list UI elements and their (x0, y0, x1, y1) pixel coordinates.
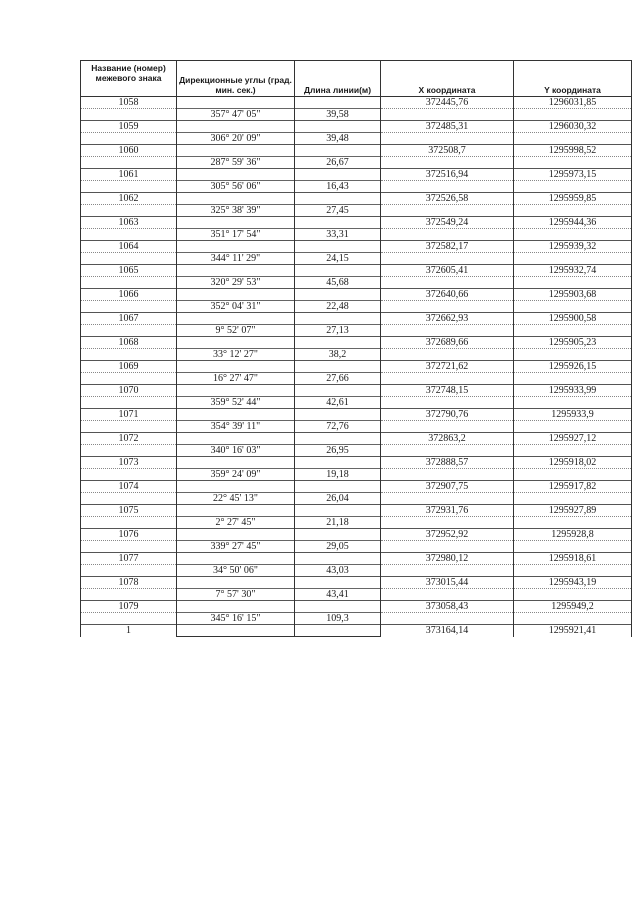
direction-angle-cell: 2° 27' 45" (177, 517, 295, 529)
empty-cell (514, 517, 632, 529)
empty-cell (81, 517, 177, 529)
direction-angle-cell: 33° 12' 27" (177, 349, 295, 361)
empty-cell (81, 205, 177, 217)
x-coordinate-cell: 373015,44 (381, 577, 514, 589)
empty-cell (177, 505, 295, 517)
empty-cell (514, 157, 632, 169)
direction-angle-cell: 359° 52' 44" (177, 397, 295, 409)
direction-angle-cell: 325° 38' 39" (177, 205, 295, 217)
segment-row (81, 109, 632, 121)
y-coordinate-cell: 1295905,23 (514, 337, 632, 349)
empty-cell (81, 349, 177, 361)
line-length-cell: 72,76 (295, 421, 381, 433)
direction-angle-cell: 306° 20' 09" (177, 133, 295, 145)
x-coordinate-cell: 373164,14 (381, 625, 514, 637)
point-row (81, 409, 632, 421)
y-coordinate-cell: 1296031,85 (514, 97, 632, 109)
empty-cell (81, 493, 177, 505)
direction-angle-cell: 344° 11' 29" (177, 253, 295, 265)
empty-cell (177, 193, 295, 205)
empty-cell (177, 97, 295, 109)
line-length-cell: 26,95 (295, 445, 381, 457)
empty-cell (295, 385, 381, 397)
direction-angle-cell: 287° 59' 36" (177, 157, 295, 169)
y-coordinate-cell: 1295998,52 (514, 145, 632, 157)
empty-cell (295, 529, 381, 541)
empty-cell (381, 349, 514, 361)
empty-cell (81, 565, 177, 577)
y-coordinate-cell: 1295944,36 (514, 217, 632, 229)
x-coordinate-cell: 372549,24 (381, 217, 514, 229)
empty-cell (177, 145, 295, 157)
empty-cell (81, 373, 177, 385)
mark-name-cell: 1065 (81, 265, 177, 277)
point-row (81, 385, 632, 397)
mark-name-cell: 1079 (81, 601, 177, 613)
segment-row (81, 229, 632, 241)
direction-angle-cell: 34° 50' 06" (177, 565, 295, 577)
point-row (81, 457, 632, 469)
empty-cell (381, 517, 514, 529)
header-mark-name: Название (номер) межевого знака (81, 61, 177, 97)
x-coordinate-cell: 372748,15 (381, 385, 514, 397)
mark-name-cell: 1072 (81, 433, 177, 445)
empty-cell (177, 433, 295, 445)
mark-name-cell: 1068 (81, 337, 177, 349)
empty-cell (295, 625, 381, 637)
empty-cell (514, 349, 632, 361)
empty-cell (295, 313, 381, 325)
mark-name-cell: 1060 (81, 145, 177, 157)
empty-cell (514, 421, 632, 433)
empty-cell (177, 601, 295, 613)
line-length-cell: 26,04 (295, 493, 381, 505)
direction-angle-cell: 352° 04' 31" (177, 301, 295, 313)
point-row (81, 289, 632, 301)
empty-cell (514, 277, 632, 289)
empty-cell (295, 193, 381, 205)
direction-angle-cell: 359° 24' 09" (177, 469, 295, 481)
direction-angle-cell: 320° 29' 53" (177, 277, 295, 289)
point-row (81, 481, 632, 493)
segment-row (81, 397, 632, 409)
empty-cell (81, 229, 177, 241)
point-row (81, 553, 632, 565)
header-direction-angle: Дирекционные углы (град. мин. сек.) (177, 61, 295, 97)
direction-angle-cell: 7° 57' 30" (177, 589, 295, 601)
empty-cell (514, 181, 632, 193)
direction-angle-cell: 339° 27' 45" (177, 541, 295, 553)
empty-cell (81, 397, 177, 409)
x-coordinate-cell: 372790,76 (381, 409, 514, 421)
point-row (81, 121, 632, 133)
empty-cell (295, 145, 381, 157)
empty-cell (381, 277, 514, 289)
point-row (81, 529, 632, 541)
line-length-cell: 21,18 (295, 517, 381, 529)
y-coordinate-cell: 1295918,02 (514, 457, 632, 469)
empty-cell (295, 481, 381, 493)
empty-cell (514, 565, 632, 577)
segment-row (81, 373, 632, 385)
empty-cell (177, 385, 295, 397)
line-length-cell: 16,43 (295, 181, 381, 193)
empty-cell (177, 289, 295, 301)
line-length-cell: 109,3 (295, 613, 381, 625)
x-coordinate-cell: 372863,2 (381, 433, 514, 445)
direction-angle-cell: 354° 39' 11" (177, 421, 295, 433)
empty-cell (381, 445, 514, 457)
empty-cell (295, 457, 381, 469)
mark-name-cell: 1062 (81, 193, 177, 205)
header-line-length: Длина линии(м) (295, 61, 381, 97)
point-row (81, 577, 632, 589)
empty-cell (514, 205, 632, 217)
x-coordinate-cell: 372605,41 (381, 265, 514, 277)
point-row (81, 97, 632, 109)
point-row (81, 265, 632, 277)
direction-angle-cell: 16° 27' 47" (177, 373, 295, 385)
mark-name-cell: 1073 (81, 457, 177, 469)
y-coordinate-cell: 1295943,19 (514, 577, 632, 589)
empty-cell (514, 253, 632, 265)
y-coordinate-cell: 1295918,61 (514, 553, 632, 565)
empty-cell (514, 397, 632, 409)
line-length-cell: 22,48 (295, 301, 381, 313)
mark-name-cell: 1070 (81, 385, 177, 397)
point-row (81, 337, 632, 349)
mark-name-cell: 1069 (81, 361, 177, 373)
y-coordinate-cell: 1295928,8 (514, 529, 632, 541)
empty-cell (295, 169, 381, 181)
y-coordinate-cell: 1295939,32 (514, 241, 632, 253)
mark-name-cell: 1074 (81, 481, 177, 493)
mark-name-cell: 1067 (81, 313, 177, 325)
point-row (81, 313, 632, 325)
empty-cell (295, 97, 381, 109)
empty-cell (177, 217, 295, 229)
y-coordinate-cell: 1295959,85 (514, 193, 632, 205)
empty-cell (381, 565, 514, 577)
x-coordinate-cell: 372508,7 (381, 145, 514, 157)
empty-cell (514, 301, 632, 313)
segment-row (81, 133, 632, 145)
empty-cell (295, 409, 381, 421)
point-row (81, 193, 632, 205)
empty-cell (295, 601, 381, 613)
line-length-cell: 43,41 (295, 589, 381, 601)
empty-cell (381, 469, 514, 481)
empty-cell (514, 493, 632, 505)
line-length-cell: 19,18 (295, 469, 381, 481)
empty-cell (514, 229, 632, 241)
segment-row (81, 541, 632, 553)
point-row (81, 217, 632, 229)
segment-row (81, 301, 632, 313)
mark-name-cell: 1063 (81, 217, 177, 229)
empty-cell (381, 589, 514, 601)
line-length-cell: 29,05 (295, 541, 381, 553)
direction-angle-cell: 22° 45' 13" (177, 493, 295, 505)
x-coordinate-cell: 372485,31 (381, 121, 514, 133)
mark-name-cell: 1066 (81, 289, 177, 301)
x-coordinate-cell: 373058,43 (381, 601, 514, 613)
empty-cell (81, 109, 177, 121)
empty-cell (81, 301, 177, 313)
empty-cell (177, 553, 295, 565)
segment-row (81, 205, 632, 217)
empty-cell (177, 337, 295, 349)
line-length-cell: 43,03 (295, 565, 381, 577)
line-length-cell: 24,15 (295, 253, 381, 265)
empty-cell (81, 541, 177, 553)
y-coordinate-cell: 1295921,41 (514, 625, 632, 637)
empty-cell (81, 157, 177, 169)
line-length-cell: 26,67 (295, 157, 381, 169)
header-y-coordinate: Y координата (514, 61, 632, 97)
x-coordinate-cell: 372516,94 (381, 169, 514, 181)
mark-name-cell: 1076 (81, 529, 177, 541)
segment-row (81, 493, 632, 505)
header-x-coordinate: X координата (381, 61, 514, 97)
x-coordinate-cell: 372526,58 (381, 193, 514, 205)
mark-name-cell: 1075 (81, 505, 177, 517)
line-length-cell: 33,31 (295, 229, 381, 241)
segment-row (81, 469, 632, 481)
y-coordinate-cell: 1295926,15 (514, 361, 632, 373)
empty-cell (514, 373, 632, 385)
empty-cell (514, 469, 632, 481)
empty-cell (514, 445, 632, 457)
empty-cell (81, 445, 177, 457)
y-coordinate-cell: 1295917,82 (514, 481, 632, 493)
mark-name-cell: 1064 (81, 241, 177, 253)
empty-cell (381, 181, 514, 193)
segment-row (81, 181, 632, 193)
line-length-cell: 27,66 (295, 373, 381, 385)
empty-cell (381, 301, 514, 313)
direction-angle-cell: 9° 52' 07" (177, 325, 295, 337)
empty-cell (295, 337, 381, 349)
empty-cell (295, 121, 381, 133)
empty-cell (177, 481, 295, 493)
line-length-cell: 38,2 (295, 349, 381, 361)
empty-cell (514, 133, 632, 145)
y-coordinate-cell: 1295927,12 (514, 433, 632, 445)
segment-row (81, 613, 632, 625)
x-coordinate-cell: 372445,76 (381, 97, 514, 109)
empty-cell (81, 589, 177, 601)
x-coordinate-cell: 372888,57 (381, 457, 514, 469)
direction-angle-cell: 305° 56' 06" (177, 181, 295, 193)
segment-row (81, 349, 632, 361)
direction-angle-cell: 357° 47' 05" (177, 109, 295, 121)
empty-cell (81, 469, 177, 481)
y-coordinate-cell: 1295900,58 (514, 313, 632, 325)
empty-cell (295, 577, 381, 589)
y-coordinate-cell: 1295933,99 (514, 385, 632, 397)
empty-cell (381, 397, 514, 409)
segment-row (81, 565, 632, 577)
x-coordinate-cell: 372907,75 (381, 481, 514, 493)
mark-name-cell: 1059 (81, 121, 177, 133)
line-length-cell: 27,13 (295, 325, 381, 337)
point-row (81, 505, 632, 517)
empty-cell (177, 529, 295, 541)
empty-cell (177, 457, 295, 469)
line-length-cell: 42,61 (295, 397, 381, 409)
segment-row (81, 157, 632, 169)
empty-cell (381, 109, 514, 121)
empty-cell (295, 361, 381, 373)
segment-row (81, 421, 632, 433)
direction-angle-cell: 345° 16' 15" (177, 613, 295, 625)
empty-cell (81, 181, 177, 193)
segment-row (81, 277, 632, 289)
empty-cell (295, 265, 381, 277)
empty-cell (81, 253, 177, 265)
line-length-cell: 39,58 (295, 109, 381, 121)
empty-cell (381, 325, 514, 337)
y-coordinate-cell: 1295932,74 (514, 265, 632, 277)
empty-cell (381, 373, 514, 385)
empty-cell (295, 217, 381, 229)
x-coordinate-cell: 372931,76 (381, 505, 514, 517)
empty-cell (177, 265, 295, 277)
point-row (81, 625, 632, 637)
mark-name-cell: 1058 (81, 97, 177, 109)
x-coordinate-cell: 372662,93 (381, 313, 514, 325)
direction-angle-cell: 351° 17' 54" (177, 229, 295, 241)
empty-cell (381, 229, 514, 241)
x-coordinate-cell: 372689,66 (381, 337, 514, 349)
empty-cell (177, 625, 295, 637)
point-row (81, 145, 632, 157)
empty-cell (381, 157, 514, 169)
point-row (81, 361, 632, 373)
x-coordinate-cell: 372721,62 (381, 361, 514, 373)
segment-row (81, 253, 632, 265)
x-coordinate-cell: 372582,17 (381, 241, 514, 253)
empty-cell (81, 133, 177, 145)
empty-cell (514, 325, 632, 337)
mark-name-cell: 1 (81, 625, 177, 637)
empty-cell (514, 109, 632, 121)
empty-cell (177, 409, 295, 421)
y-coordinate-cell: 1295949,2 (514, 601, 632, 613)
empty-cell (514, 541, 632, 553)
empty-cell (177, 361, 295, 373)
boundary-coordinates-table (80, 60, 632, 637)
y-coordinate-cell: 1296030,32 (514, 121, 632, 133)
empty-cell (81, 277, 177, 289)
empty-cell (295, 553, 381, 565)
empty-cell (81, 421, 177, 433)
empty-cell (295, 433, 381, 445)
y-coordinate-cell: 1295903,68 (514, 289, 632, 301)
empty-cell (81, 613, 177, 625)
table-body (81, 97, 632, 637)
segment-row (81, 445, 632, 457)
mark-name-cell: 1077 (81, 553, 177, 565)
empty-cell (177, 577, 295, 589)
empty-cell (381, 205, 514, 217)
line-length-cell: 27,45 (295, 205, 381, 217)
point-row (81, 601, 632, 613)
segment-row (81, 589, 632, 601)
direction-angle-cell: 340° 16' 03" (177, 445, 295, 457)
empty-cell (177, 121, 295, 133)
empty-cell (177, 169, 295, 181)
segment-row (81, 325, 632, 337)
mark-name-cell: 1078 (81, 577, 177, 589)
empty-cell (295, 505, 381, 517)
y-coordinate-cell: 1295933,9 (514, 409, 632, 421)
empty-cell (514, 589, 632, 601)
segment-row (81, 517, 632, 529)
empty-cell (381, 133, 514, 145)
mark-name-cell: 1071 (81, 409, 177, 421)
x-coordinate-cell: 372980,12 (381, 553, 514, 565)
empty-cell (295, 241, 381, 253)
empty-cell (295, 289, 381, 301)
empty-cell (381, 493, 514, 505)
point-row (81, 241, 632, 253)
table-header (81, 61, 632, 97)
point-row (81, 169, 632, 181)
mark-name-cell: 1061 (81, 169, 177, 181)
empty-cell (381, 421, 514, 433)
x-coordinate-cell: 372952,92 (381, 529, 514, 541)
empty-cell (177, 241, 295, 253)
empty-cell (381, 541, 514, 553)
point-row (81, 433, 632, 445)
x-coordinate-cell: 372640,66 (381, 289, 514, 301)
empty-cell (381, 613, 514, 625)
y-coordinate-cell: 1295927,89 (514, 505, 632, 517)
empty-cell (514, 613, 632, 625)
line-length-cell: 45,68 (295, 277, 381, 289)
y-coordinate-cell: 1295973,15 (514, 169, 632, 181)
line-length-cell: 39,48 (295, 133, 381, 145)
empty-cell (381, 253, 514, 265)
empty-cell (177, 313, 295, 325)
empty-cell (81, 325, 177, 337)
